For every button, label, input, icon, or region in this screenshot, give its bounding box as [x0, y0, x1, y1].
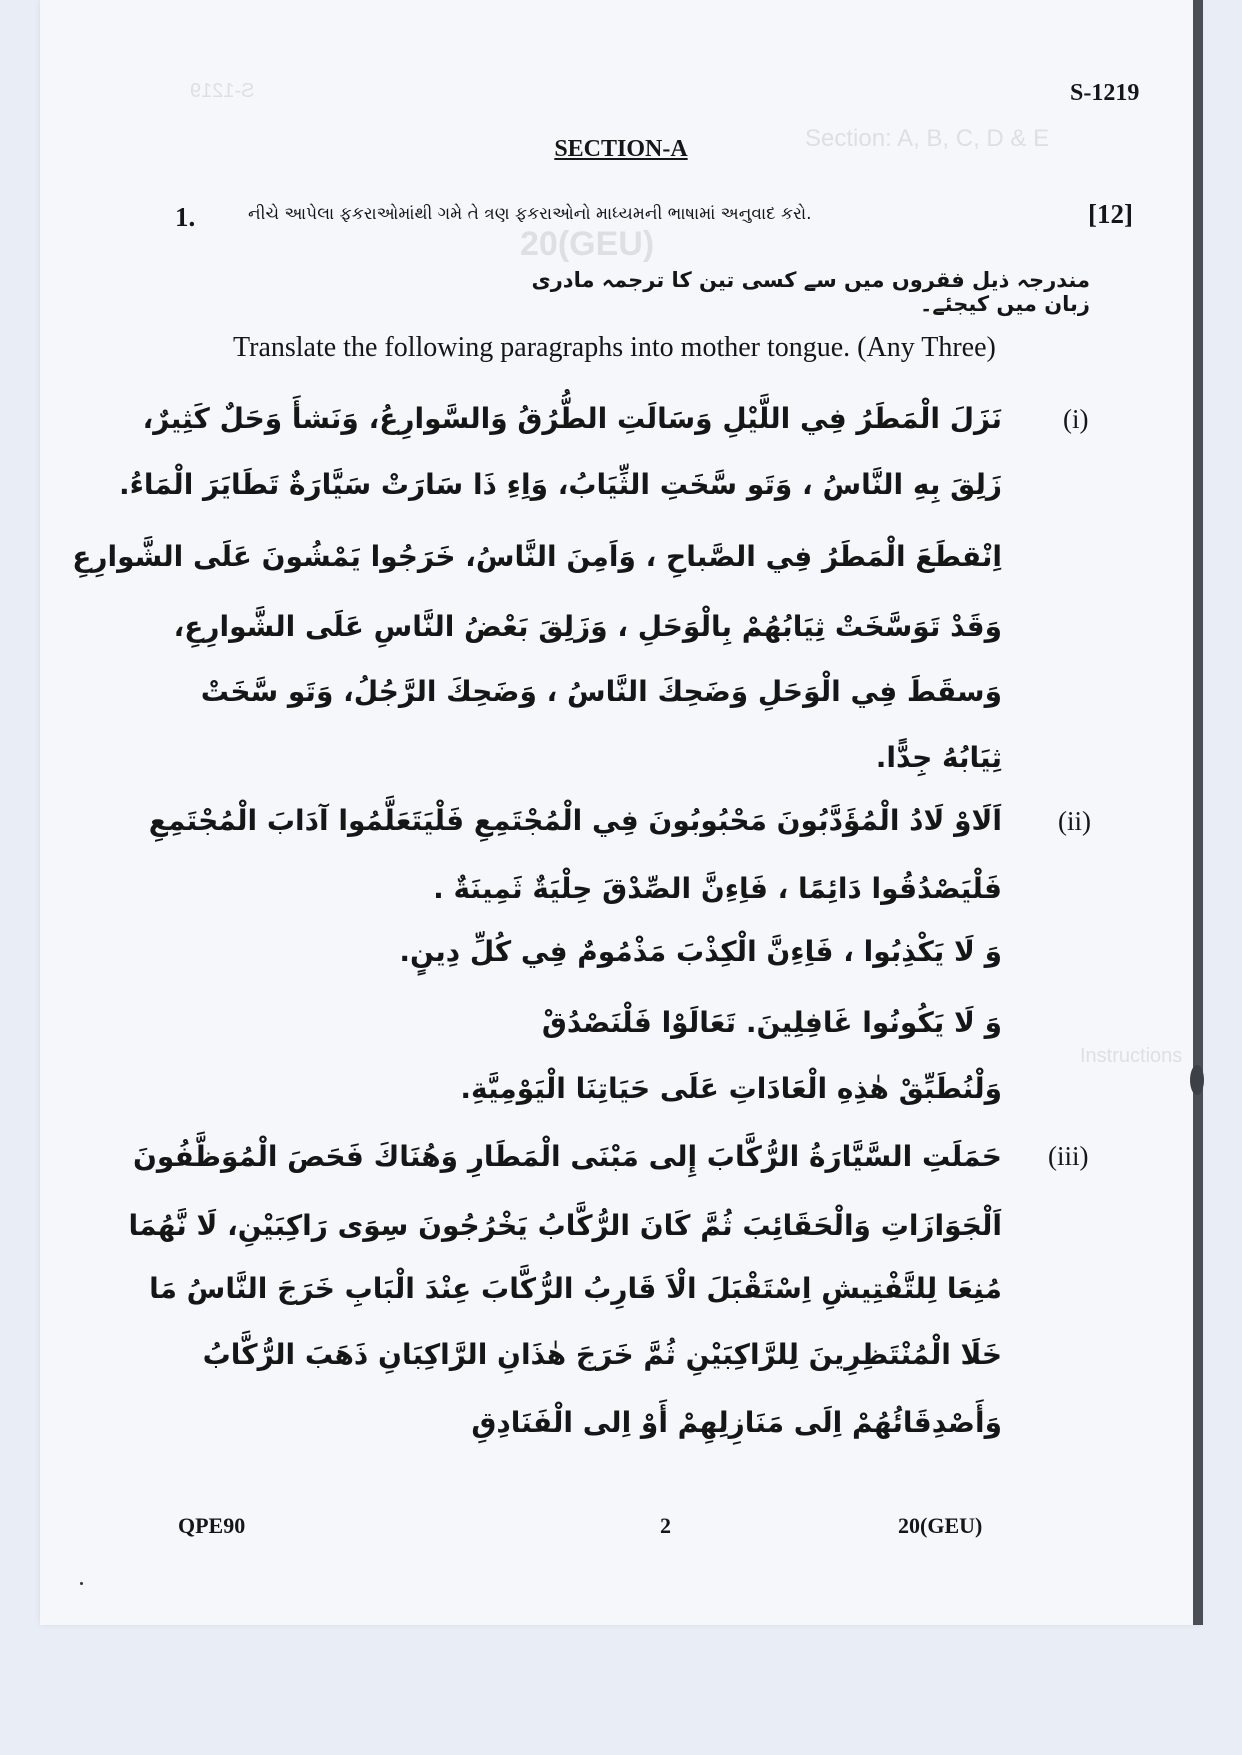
- footer-code: QPE90: [178, 1513, 246, 1538]
- question-number: 1.: [175, 202, 196, 232]
- passage-line: مُنِعَا لِلتَّفْتِيشِ اِسْتَقْبَلَ الْاَ قَارِبُ الرُّكَّابَ عِنْدَ الْبَابِ خَرَجَ النَّاسُ مَا: [149, 1272, 1002, 1305]
- passage-label: (ii): [1058, 806, 1091, 836]
- passage-line: وَ لَا يَكْذِبُوا ، فَاِءِنَّ الْكِذْبَ مَذْمُومٌ فِي كُلِّ دِينٍ.: [399, 935, 1002, 968]
- instruction-english: Translate the following paragraphs into mother tongue. (Any Three): [233, 332, 996, 363]
- passage-line: وَقَدْ تَوَسَّخَتْ ثِيَابُهُمْ بِالْوَحَلِ ، وَزَلِقَ بَعْضُ النَّاسِ عَلَى الشَّوارِعِ،: [173, 610, 1002, 643]
- show-through-instructions: Section: A, B, C, D & E: [805, 125, 1050, 152]
- page-edge-binding: [1193, 0, 1203, 1625]
- passage-label: (iii): [1048, 1141, 1089, 1171]
- passage-line: وَ لَا يَكُونُوا غَافِلِينَ. تَعَالَوْا فَلْنَصْدُقْ: [541, 1006, 1002, 1039]
- passage-label: (i): [1063, 404, 1089, 434]
- page-number: 2: [660, 1513, 671, 1538]
- passage-line: وَأَصْدِقَائُهُمْ اِلَى مَنَازِلِهِمْ أَوْ اِلى الْفَنَادِقِ: [471, 1406, 1002, 1439]
- passage-line: زَلِقَ بِهِ النَّاسُ ، وَتَو سَّخَتِ الثِّيَابُ، وَاِءِ ذَا سَارَتْ سَيَّارَةٌ تَطَايَرَ الْمَاءُ.: [118, 468, 1002, 501]
- show-through-center: 20(GEU): [520, 225, 655, 263]
- passage-line: نَزَلَ الْمَطَرُ فِي اللَّيْلِ وَسَالَتِ الطُّرُقُ وَالسَّوارِعُ، وَنَشأَ وَحَلٌ كَثِيرٌ،: [142, 402, 1002, 435]
- passage-line: اَلْجَوَازَاتِ وَالْحَقَائِبَ ثُمَّ كَانَ الرُّكَّابُ يَخْرُجُونَ سِوَى رَاكِبَيْنِ، لَا نَّهُمَا: [128, 1209, 1002, 1242]
- passage-line: فَلْيَصْدُقُوا دَائِمًا ، فَاِءِنَّ الصِّدْقَ حِلْيَةٌ ثَمِينَةٌ .: [433, 872, 1002, 905]
- paper-code: S-1219: [1070, 80, 1140, 106]
- binding-notch: [1190, 1065, 1204, 1095]
- instruction-urdu: مندرجہ ذیل فقروں میں سے کسی تین کا ترجمہ مادری زبان میں کیجئے۔: [531, 268, 1090, 316]
- show-through-code: S-1219: [190, 80, 255, 102]
- passage-line: خَلَا الْمُنْتَظِرِينَ لِلرَّاكِبَيْنِ ثُمَّ خَرَجَ هٰذَانِ الرَّاكِبَانِ ذَهَبَ الرُّكَّابُ: [202, 1338, 1002, 1371]
- passage-line: اِنْقطَعَ الْمَطَرُ فِي الصَّباحِ ، وَاَمِنَ النَّاسُ، خَرَجُوا يَمْشُونَ عَلَى الشَّوارِعِ: [72, 540, 1002, 573]
- passage-line: وَسقَطَ فِي الْوَحَلِ وَضَحِكَ النَّاسُ ، وَضَحِكَ الرَّجُلُ، وَتَو سَّخَتْ: [200, 675, 1002, 708]
- passage-line: اَلَاوْ لَادُ الْمُؤَدَّبُونَ مَحْبُوبُونَ فِي الْمُجْتَمِعِ فَلْيَتَعَلَّمُوا آدَابَ الْمُجْتَمِعِ: [148, 804, 1002, 837]
- passage-line: ثِيَابُهُ جِدًّا.: [875, 741, 1002, 774]
- passage-line: وَلْنُطَبِّقْ هٰذِهِ الْعَادَاتِ عَلَى حَيَاتِنَا الْيَوْمِيَّةِ.: [460, 1072, 1002, 1105]
- footer-subject-code: 20(GEU): [898, 1513, 983, 1538]
- passage-line: حَمَلَتِ السَّيَّارَةُ الرُّكَّابَ إِلى مَبْنَى الْمَطَارِ وَهُنَاكَ فَحَصَ الْمُوَظَّفُونَ: [133, 1140, 1002, 1173]
- section-title: SECTION-A: [554, 136, 688, 162]
- question-marks: [12]: [1088, 199, 1133, 229]
- show-through-instructions-word: Instructions: [1080, 1045, 1183, 1067]
- stray-mark: [80, 1582, 83, 1585]
- instruction-gujarati: નીચે આપેલા ફકરાઓમાંથી ગમે તે ત્રણ ફકરાઓનો માધ્યમની ભાષામાં અનુવાદ કરો.: [248, 204, 812, 224]
